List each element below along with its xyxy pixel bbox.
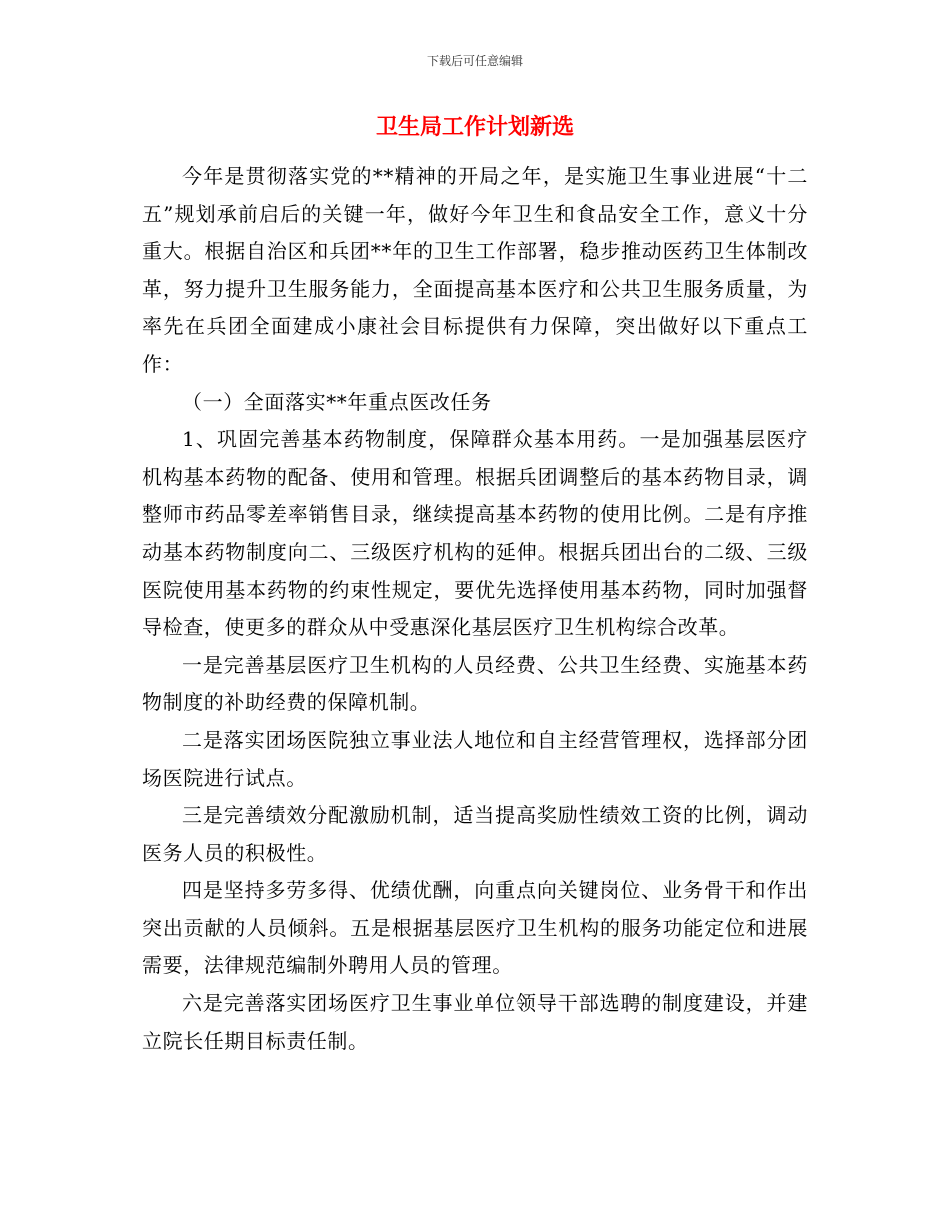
paragraph-item-6: 六是完善落实团场医疗卫生事业单位领导干部选聘的制度建设，并建立院长任期目标责任制。 [142,991,808,1053]
paragraph-item-1: 一是完善基层医疗卫生机构的人员经费、公共卫生经费、实施基本药物制度的补助经费的保障机制。 [142,652,808,715]
section-heading-1: （一）全面落实**年重点医改任务 [182,389,492,414]
document-body [142,158,808,1060]
paragraph-essential-drugs: 1、巩固完善基本药物制度，保障群众基本用药。一是加强基层医疗机构基本药物的配备、使用和管理。根据兵团调整后的基本药物目录，调整师市药品零差率销售目录，继续提高基本药物的使用比例。二是有序推动基本药物制度向二、三级医疗机构的延伸。根据兵团出台的二级、三级医院使用基本药物的约束性规定，要优先选择使用基本药物，同时加强督导检查，使更多的群众从中受惠深化基层医疗卫生机构综合改革。 [142,427,808,640]
paragraph-intro: 今年是贯彻落实党的**精神的开局之年，是实施卫生事业进展“十二五”规划承前启后的关键一年，做好今年卫生和食品安全工作，意义十分重大。根据自治区和兵团**年的卫生工作部署，稳步推动医药卫生体制改革，努力提升卫生服务能力，全面提高基本医疗和公共卫生服务质量，为率先在兵团全面建成小康社会目标提供有力保障，突出做好以下重点工作： [142,164,808,376]
paragraph-item-3: 三是完善绩效分配激励机制，适当提高奖励性绩效工资的比例，调动医务人员的积极性。 [142,803,808,865]
header-note: 下载后可任意编辑 [426,54,523,68]
document-title: 卫生局工作计划新选 [375,115,574,140]
paragraph-item-2: 二是落实团场医院独立事业法人地位和自主经营管理权，选择部分团场医院进行试点。 [142,727,808,790]
paragraph-item-4-5: 四是坚持多劳多得、优绩优酬，向重点向关键岗位、业务骨干和作出突出贡献的人员倾斜。五是根据基层医疗卫生机构的服务功能定位和进展需要，法律规范编制外聘用人员的管理。 [142,878,808,978]
